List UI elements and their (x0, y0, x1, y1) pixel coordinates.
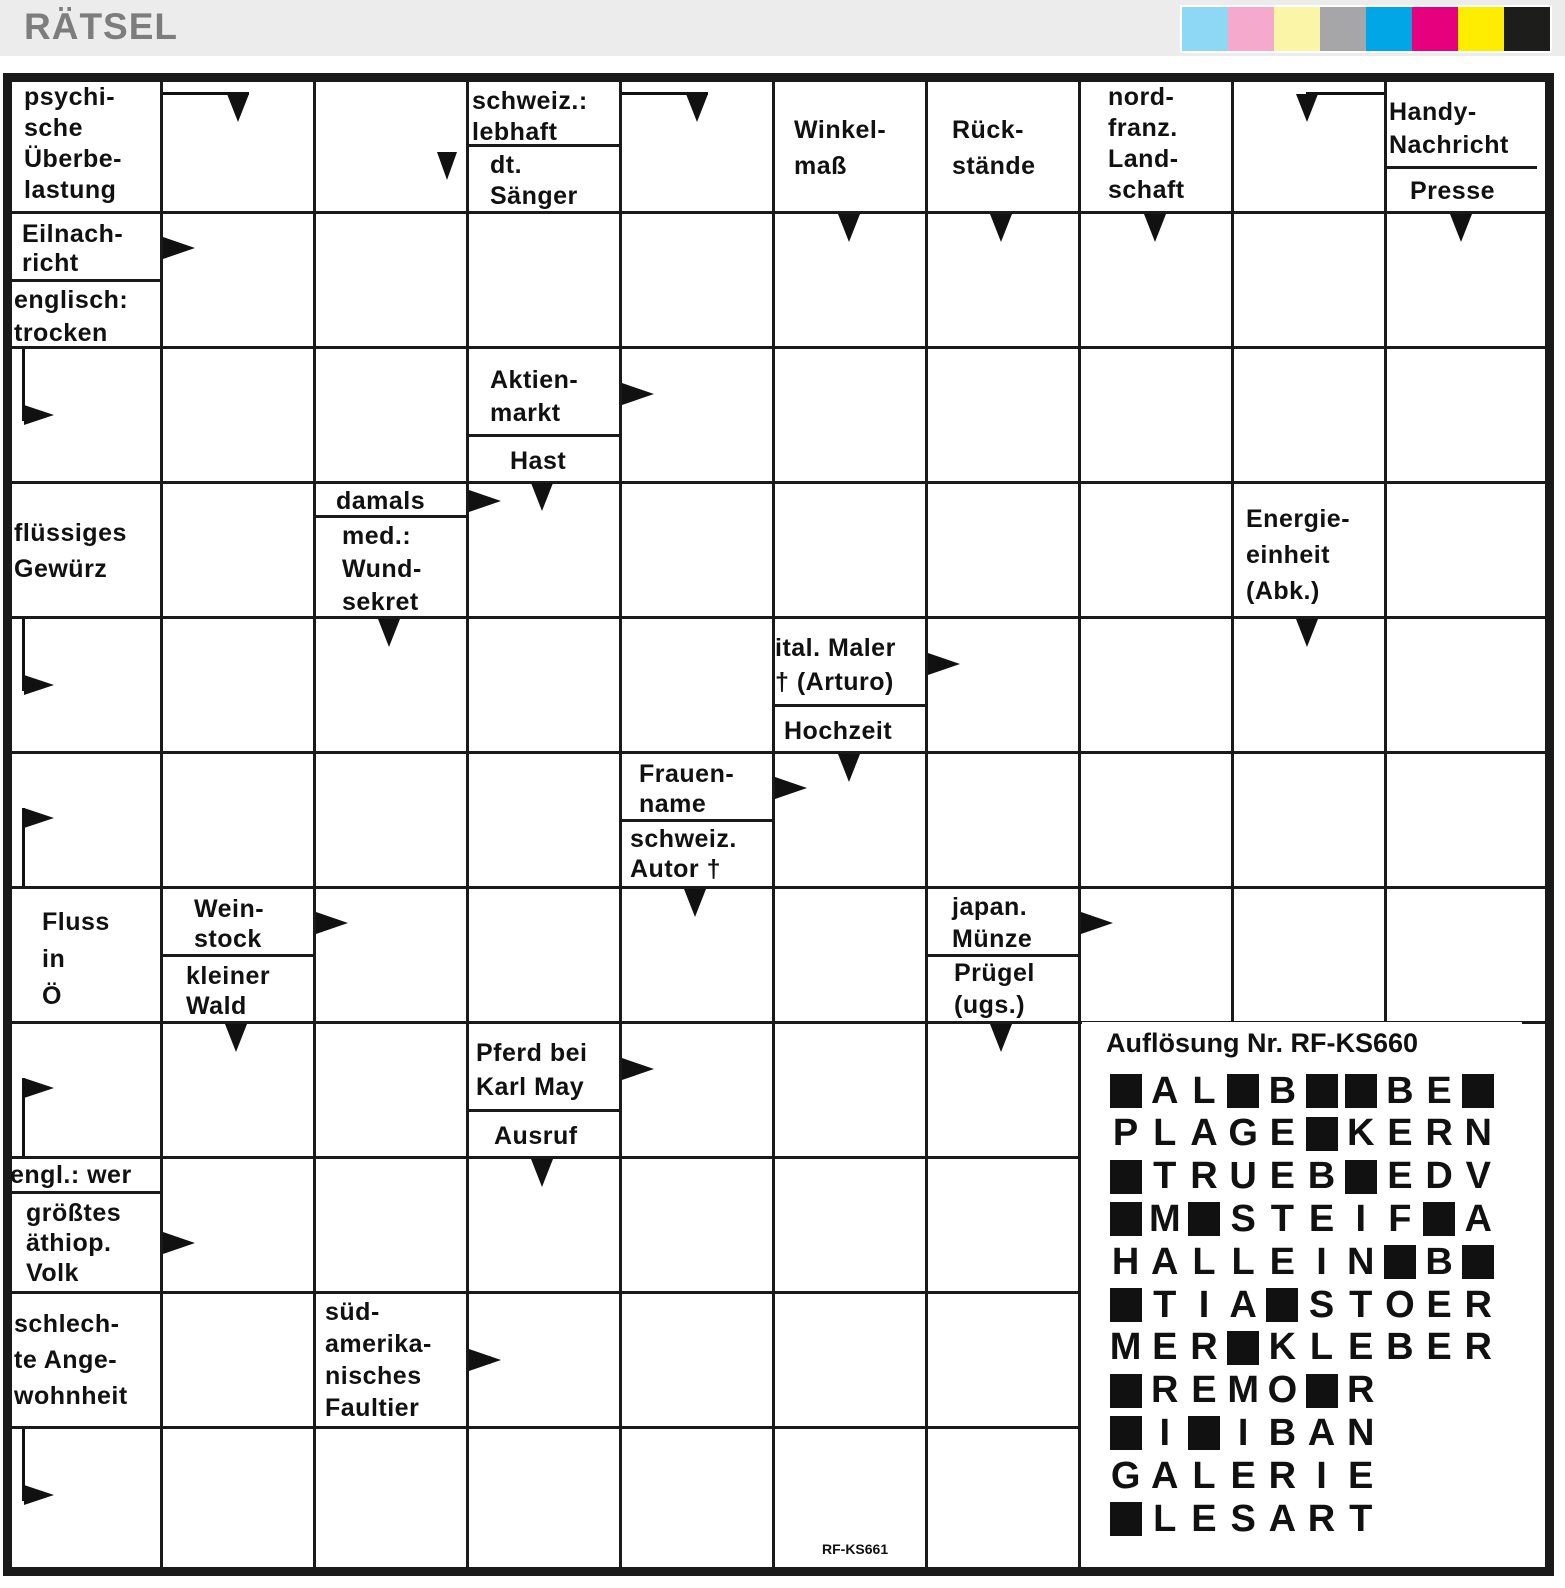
solution-letter: N (1346, 1240, 1375, 1283)
solution-letter: T (1153, 1155, 1177, 1198)
solution-letter: A (1268, 1497, 1297, 1540)
arrow-down-icon (990, 1024, 1012, 1052)
grid-line (8, 481, 1548, 484)
clue-text: dt. Sänger (490, 151, 578, 210)
arrow-down-icon (531, 483, 553, 511)
solution-letter: E (1308, 1197, 1335, 1240)
clue-text: Energie- einheit (Abk.) (1246, 505, 1351, 605)
solution-black-square (1106, 1072, 1145, 1110)
clue-text: Winkel- maß (794, 116, 887, 180)
color-swatch (1274, 7, 1320, 51)
solution-letter: K (1268, 1326, 1297, 1369)
solution-black-square (1302, 1072, 1341, 1110)
arrow-right-icon (775, 777, 807, 799)
grid-line (1078, 78, 1081, 1574)
solution-letter: L (1192, 1240, 1216, 1283)
solution-letter: I (1198, 1283, 1210, 1326)
solution-black-square (1341, 1158, 1380, 1196)
clue-divider (466, 1109, 619, 1112)
arrow-right-icon (316, 912, 348, 934)
solution-letter: D (1425, 1155, 1453, 1198)
solution-letter: E (1426, 1326, 1452, 1369)
solution-letter: B (1268, 1411, 1297, 1454)
solution-black-square (1302, 1115, 1341, 1153)
solution-letter: S (1230, 1197, 1256, 1240)
grid-line (619, 78, 622, 1574)
arrow-down-icon (1144, 214, 1166, 242)
solution-row (1106, 1369, 1380, 1416)
clue-text: med.: Wund- sekret (342, 522, 422, 616)
solution-letter: H (1111, 1240, 1140, 1283)
solution-letter: O (1385, 1283, 1415, 1326)
solution-black-square (1106, 1372, 1145, 1410)
arrow-right-icon (622, 383, 654, 405)
clue-divider (160, 954, 313, 957)
clue-text: schweiz. Autor † (630, 825, 737, 883)
clue-text: süd- amerika- nisches Faultier (325, 1298, 432, 1422)
arrow-down-icon (684, 889, 706, 917)
arrow-down-icon (1296, 619, 1318, 647)
clue-text: Wein- stock (194, 895, 265, 953)
clue-divider (619, 819, 772, 822)
clue-text: englisch: trocken (14, 286, 129, 347)
solution-letter: S (1308, 1283, 1335, 1326)
color-swatch (1366, 7, 1412, 51)
solution-box (1082, 1022, 1522, 1562)
clue-text: nord- franz. Land- schaft (1108, 83, 1185, 204)
clue-divider (772, 704, 925, 707)
solution-letter: B (1386, 1326, 1414, 1369)
solution-row (1106, 1283, 1498, 1330)
solution-letter: G (1228, 1112, 1258, 1155)
solution-letter: T (1349, 1283, 1373, 1326)
solution-letter: R (1464, 1326, 1492, 1369)
solution-row (1106, 1240, 1498, 1287)
solution-letter: I (1237, 1411, 1249, 1454)
solution-letter: E (1191, 1497, 1217, 1540)
solution-letter: B (1307, 1155, 1336, 1198)
solution-letter: G (1110, 1454, 1141, 1497)
solution-letter: A (1151, 1240, 1179, 1283)
solution-letter: R (1151, 1369, 1179, 1412)
solution-letter: L (1153, 1112, 1177, 1155)
solution-black-square (1106, 1200, 1145, 1238)
solution-letter: K (1346, 1112, 1375, 1155)
solution-letter: T (1270, 1197, 1294, 1240)
arrow-down-icon (990, 214, 1012, 242)
clue-text: kleiner Wald (186, 962, 271, 1020)
color-swatch (1412, 7, 1458, 51)
solution-letter: R (1190, 1155, 1218, 1198)
solution-letter: O (1267, 1369, 1298, 1412)
solution-row (1106, 1069, 1498, 1116)
solution-black-square (1380, 1243, 1419, 1281)
clue-divider (8, 1191, 160, 1194)
solution-black-square (1106, 1414, 1145, 1452)
arrow-right-icon (622, 1058, 654, 1080)
arrow-down-icon (838, 754, 860, 782)
solution-letter: M (1227, 1369, 1259, 1412)
clue-text: Presse (1410, 177, 1496, 205)
grid-line (8, 1291, 1080, 1294)
clue-text: Hochzeit (784, 717, 893, 745)
solution-letter: I (1355, 1197, 1366, 1240)
arrow-right-icon (1081, 912, 1113, 934)
grid-line (313, 78, 316, 1574)
grid-line (8, 751, 1548, 754)
grid-line (8, 886, 1548, 889)
solution-letter: N (1464, 1112, 1492, 1155)
grid-line (1384, 78, 1387, 1023)
solution-letter: V (1465, 1155, 1491, 1198)
solution-letter: E (1269, 1155, 1296, 1198)
solution-letter: U (1229, 1155, 1257, 1198)
grid-line (8, 346, 1548, 349)
color-swatch (1320, 7, 1366, 51)
solution-letter: E (1152, 1326, 1178, 1369)
solution-black-square (1224, 1329, 1263, 1367)
solution-letter: A (1190, 1112, 1218, 1155)
solution-letter: F (1388, 1197, 1412, 1240)
solution-title: Auflösung Nr. RF-KS660 (1106, 1028, 1419, 1058)
solution-letter: E (1269, 1112, 1296, 1155)
clue-text: Pferd bei Karl May (476, 1039, 588, 1101)
grid-line (8, 1426, 1080, 1429)
solution-letter: I (1159, 1411, 1171, 1454)
arrow-down-icon (437, 152, 457, 180)
solution-black-square (1106, 1286, 1145, 1324)
clue-text: damals (336, 487, 426, 515)
solution-row (1106, 1411, 1380, 1458)
solution-letter: P (1112, 1112, 1139, 1155)
solution-row (1106, 1112, 1498, 1159)
clue-text: Frauen- name (639, 760, 735, 818)
solution-letter: R (1346, 1369, 1375, 1412)
clue-text: Hast (510, 447, 567, 475)
grid-line (8, 211, 1548, 214)
solution-black-square (1302, 1372, 1341, 1410)
solution-letter: T (1349, 1497, 1373, 1540)
clue-text: Ausruf (494, 1122, 578, 1150)
clue-text: engl.: wer (10, 1161, 132, 1189)
clue-text: Aktien- markt (490, 366, 579, 427)
grid-line (772, 78, 775, 1574)
solution-letter: E (1191, 1369, 1217, 1412)
solution-black-square (1184, 1414, 1223, 1452)
solution-black-square (1224, 1072, 1263, 1110)
clue-text: Handy- Nachricht (1389, 98, 1509, 159)
arrow-down-icon (531, 1159, 553, 1187)
solution-letter: A (1151, 1454, 1179, 1497)
solution-letter: B (1268, 1069, 1297, 1112)
grid-line (925, 78, 928, 1574)
solution-letter: A (1464, 1197, 1492, 1240)
solution-letter: A (1229, 1283, 1257, 1326)
arrow-right-icon (469, 490, 501, 512)
clue-text: flüssiges Gewürz (14, 519, 127, 583)
solution-letter: L (1153, 1497, 1177, 1540)
arrow-down-icon (1450, 214, 1472, 242)
solution-letter: L (1309, 1326, 1334, 1369)
solution-letter: B (1425, 1240, 1453, 1283)
solution-black-square (1106, 1500, 1145, 1538)
solution-row (1106, 1155, 1498, 1202)
color-swatches (1180, 5, 1552, 53)
solution-letter: L (1192, 1454, 1216, 1497)
header-bar (0, 0, 1565, 56)
solution-letter: R (1425, 1112, 1453, 1155)
solution-letter: E (1426, 1283, 1452, 1326)
arrow-right-icon (163, 1232, 195, 1254)
clue-text: ital. Maler † (Arturo) (775, 634, 896, 696)
solution-letter: A (1151, 1069, 1179, 1112)
solution-black-square (1459, 1072, 1498, 1110)
solution-letter: E (1387, 1155, 1413, 1198)
arrow-down-icon (378, 619, 400, 647)
solution-letter: M (1109, 1326, 1142, 1369)
solution-row (1106, 1326, 1498, 1373)
clue-text: psychi- sche Überbe- lastung (24, 83, 122, 204)
grid-line (1231, 78, 1234, 1023)
clue-text: Rück- stände (952, 116, 1036, 180)
color-swatch (1182, 7, 1228, 51)
solution-black-square (1459, 1243, 1498, 1281)
solution-letter: E (1426, 1069, 1452, 1112)
arrow-right-icon (469, 1349, 501, 1371)
clue-text: japan. Münze (952, 893, 1033, 953)
solution-letter: L (1231, 1240, 1255, 1283)
solution-letter: E (1230, 1454, 1256, 1497)
color-swatch (1228, 7, 1274, 51)
solution-letter: S (1230, 1497, 1256, 1540)
solution-black-square (1106, 1158, 1145, 1196)
arrow-down-icon (225, 1024, 247, 1052)
solution-letter: R (1307, 1497, 1336, 1540)
solution-letter: R (1268, 1454, 1297, 1497)
clue-text: schweiz.: lebhaft (472, 87, 588, 146)
grid-line (160, 78, 163, 1574)
solution-row (1106, 1454, 1380, 1501)
clue-text: schlech- te Ange- wohnheit (14, 1310, 128, 1410)
solution-letter: E (1269, 1240, 1296, 1283)
solution-black-square (1341, 1072, 1380, 1110)
solution-black-square (1263, 1286, 1302, 1324)
clue-divider (8, 279, 160, 282)
solution-letter: A (1307, 1411, 1336, 1454)
clue-text: größtes äthiop. Volk (26, 1199, 122, 1287)
solution-letter: R (1190, 1326, 1218, 1369)
solution-letter: E (1387, 1112, 1413, 1155)
solution-letter: M (1148, 1197, 1181, 1240)
color-swatch (1504, 7, 1550, 51)
solution-black-square (1184, 1200, 1223, 1238)
clue-text: Eilnach- richt (22, 220, 124, 277)
clue-text: Prügel (ugs.) (954, 959, 1035, 1019)
page-title: RÄTSEL (24, 6, 178, 47)
clue-divider (466, 434, 619, 437)
solution-letter: T (1153, 1283, 1177, 1326)
solution-letter: N (1346, 1411, 1375, 1454)
solution-letter: B (1386, 1069, 1414, 1112)
solution-letter: E (1348, 1326, 1374, 1369)
solution-black-square (1420, 1200, 1459, 1238)
solution-letter: I (1316, 1240, 1327, 1283)
arrow-right-icon (928, 653, 960, 675)
clue-divider (1384, 166, 1537, 169)
arrow-right-icon (163, 237, 195, 259)
arrow-down-icon (838, 214, 860, 242)
solution-letter: R (1464, 1283, 1492, 1326)
color-swatch (1458, 7, 1504, 51)
solution-letter: E (1348, 1454, 1374, 1497)
solution-letter: I (1316, 1454, 1327, 1497)
puzzle-code: RF-KS661 (822, 1541, 889, 1557)
solution-letter: L (1192, 1069, 1216, 1112)
clue-text: Fluss in Ö (42, 908, 110, 1010)
solution-row (1106, 1497, 1380, 1544)
solution-row (1106, 1197, 1498, 1244)
